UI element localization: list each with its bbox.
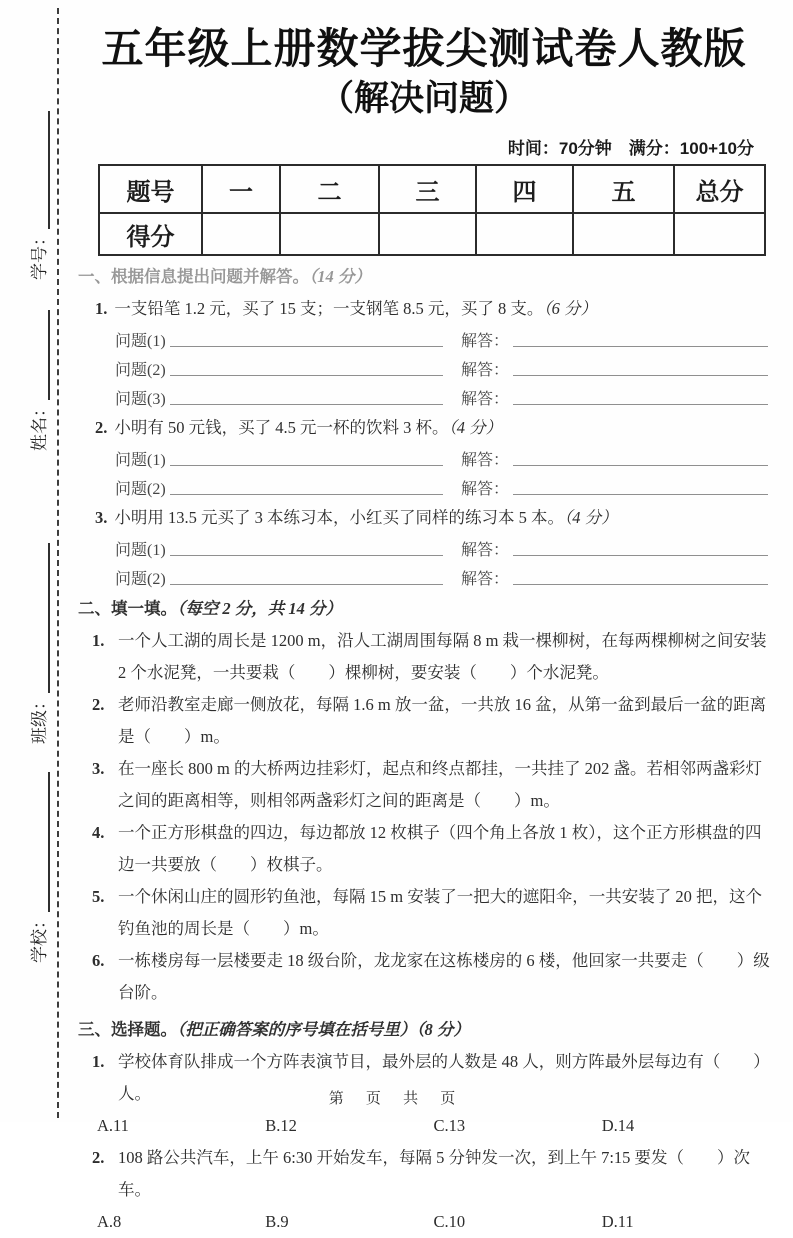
score-table-col-1: 一 xyxy=(202,165,280,213)
section2-score: （每空 2 分，共 14 分） xyxy=(177,599,342,619)
problem-1-text: 一支铅笔 1.2 元，买了 15 支；一支钢笔 8.5 元，买了 8 支。 xyxy=(114,299,544,319)
answer-label: 解答： xyxy=(461,452,510,470)
fill-item-2-number: 2. xyxy=(92,695,105,715)
score-table-col-2: 二 xyxy=(280,165,379,213)
page-title: 五年级上册数学拔尖测试卷人教版 xyxy=(101,25,747,72)
page-footer: 第 页 共 页 xyxy=(328,1090,465,1107)
question-label: 问题(2) xyxy=(115,481,166,499)
question-input-line[interactable] xyxy=(170,537,443,556)
student-id-field xyxy=(25,111,50,280)
answer-label: 解答： xyxy=(461,362,510,380)
answer-label: 解答： xyxy=(461,333,510,351)
problem-3-score: （4 分） xyxy=(564,508,618,528)
qa-row xyxy=(78,566,770,588)
fill-item-4-text: 一个正方形棋盘的四边，每边都放 12 枚棋子（四个角上各放 1 枚），这个正方形棋盘的四边一共要放（ ）枚棋子。 xyxy=(118,823,762,875)
problem-2-score: （4 分） xyxy=(448,418,503,438)
section1-score: （14 分） xyxy=(309,267,371,287)
question-input-line[interactable] xyxy=(170,566,443,585)
problem-1 xyxy=(78,297,770,321)
class-label: 班级： xyxy=(30,693,49,744)
answer-input-line[interactable] xyxy=(513,537,768,556)
school-input-line[interactable] xyxy=(44,772,50,912)
school-field xyxy=(25,772,50,963)
score-table-score-label: 得分 xyxy=(99,213,202,255)
answer-input-line[interactable] xyxy=(513,447,768,466)
fill-item-2-text: 老师沿教室走廊一侧放花，每隔 1.6 m 放一盆，一共放 16 盆，从第一盆到最后一盆的距离是（ ）m。 xyxy=(118,695,767,747)
problem-3-number: 3. xyxy=(95,508,108,528)
answer-label: 解答： xyxy=(461,481,510,499)
question-label: 问题(1) xyxy=(115,542,166,560)
fill-item-2 xyxy=(78,689,770,753)
fill-item-1-text: 一个人工湖的周长是 1200 m，沿人工湖周围每隔 8 m 栽一棵柳树，在每两棵柳树之间安装 2 个水泥凳，一共要栽（ ）棵柳树，要安装（ ）个水泥凳。 xyxy=(118,631,767,683)
problem-2-number: 2. xyxy=(95,418,108,438)
qa-row xyxy=(78,357,770,379)
qa-row xyxy=(78,328,770,350)
score-table-header-row xyxy=(99,165,765,213)
question-input-line[interactable] xyxy=(170,476,443,495)
fill-item-6-number: 6. xyxy=(92,951,105,971)
score-cell-4[interactable] xyxy=(476,213,573,255)
student-id-label: 学号： xyxy=(30,229,49,280)
seal-dashed-line xyxy=(57,8,59,1118)
section3-heading xyxy=(78,1018,770,1042)
score-table-question-label: 题号 xyxy=(99,165,202,213)
option-c: C.13 xyxy=(433,1116,466,1136)
name-input-line[interactable] xyxy=(44,310,50,400)
fill-item-3-text: 在一座长 800 m 的大桥两边挂彩灯，起点和终点都挂，一共挂了 202 盏。若相邻两盏彩灯之间的距离相等，则相邻两盏彩灯之间的距离是（ ）m。 xyxy=(118,759,762,811)
answer-label: 解答： xyxy=(461,571,510,589)
class-input-line[interactable] xyxy=(44,543,50,693)
choice-item-2 xyxy=(78,1142,770,1206)
answer-input-line[interactable] xyxy=(513,476,768,495)
student-id-input-line[interactable] xyxy=(44,111,50,229)
score-cell-2[interactable] xyxy=(280,213,379,255)
question-label: 问题(1) xyxy=(115,452,166,470)
question-input-line[interactable] xyxy=(170,386,443,405)
question-label: 问题(3) xyxy=(115,391,166,409)
section3-heading-text: 三、选择题。 xyxy=(78,1020,177,1040)
exam-info: 时间：70分钟 满分：100+10分 xyxy=(507,139,754,159)
page-subtitle: （解决问题） xyxy=(318,78,529,118)
problem-2-text: 小明有 50 元钱，买了 4.5 元一杯的饮料 3 杯。 xyxy=(114,418,449,438)
option-a: A.8 xyxy=(97,1212,122,1232)
section1-heading-text: 一、根据信息提出问题并解答。 xyxy=(78,267,309,287)
fill-item-5-text: 一个休闲山庄的圆形钓鱼池，每隔 15 m 安装了一把大的遮阳伞，一共安装了 20 把，这个钓鱼池的周长是（ ）m。 xyxy=(118,887,762,939)
main-content xyxy=(78,0,770,1238)
choice-item-1-number: 1. xyxy=(92,1052,105,1072)
problem-1-score: （6 分） xyxy=(543,299,597,319)
option-b: B.12 xyxy=(265,1116,297,1136)
answer-label: 解答： xyxy=(461,542,510,560)
answer-input-line[interactable] xyxy=(513,386,768,405)
answer-input-line[interactable] xyxy=(513,357,768,376)
score-table xyxy=(98,164,766,256)
score-table-col-total: 总分 xyxy=(674,165,765,213)
question-input-line[interactable] xyxy=(170,328,443,347)
choice-item-2-options xyxy=(78,1206,770,1238)
score-cell-total[interactable] xyxy=(674,213,765,255)
answer-input-line[interactable] xyxy=(513,566,768,585)
fill-item-3 xyxy=(78,753,770,817)
score-cell-5[interactable] xyxy=(573,213,674,255)
problem-3 xyxy=(78,506,770,530)
qa-row xyxy=(78,386,770,408)
qa-row xyxy=(78,537,770,559)
problem-2 xyxy=(78,416,770,440)
option-a: A.11 xyxy=(97,1116,129,1136)
fill-item-1-number: 1. xyxy=(92,631,105,651)
section1-heading xyxy=(78,265,770,289)
score-cell-3[interactable] xyxy=(379,213,476,255)
choice-item-1-text: 学校体育队排成一个方阵表演节目，最外层的人数是 48 人，则方阵最外层每边有（ ）人。 xyxy=(118,1052,770,1104)
question-label: 问题(2) xyxy=(115,362,166,380)
score-table-col-5: 五 xyxy=(573,165,674,213)
school-label: 学校： xyxy=(30,912,49,963)
section2-heading xyxy=(78,597,770,621)
choice-item-2-number: 2. xyxy=(92,1148,105,1168)
option-c: C.10 xyxy=(433,1212,466,1232)
option-d: D.11 xyxy=(601,1212,634,1232)
question-label: 问题(2) xyxy=(115,571,166,589)
qa-row xyxy=(78,447,770,469)
answer-label: 解答： xyxy=(461,391,510,409)
fill-item-5 xyxy=(78,881,770,945)
option-d: D.14 xyxy=(601,1116,635,1136)
answer-input-line[interactable] xyxy=(513,328,768,347)
choice-item-2-text: 108 路公共汽车，上午 6:30 开始发车，每隔 5 分钟发一次，到上午 7:15 要发（ ）次车。 xyxy=(118,1148,751,1200)
fill-item-1 xyxy=(78,625,770,689)
question-input-line[interactable] xyxy=(170,447,443,466)
score-cell-1[interactable] xyxy=(202,213,280,255)
fill-item-6 xyxy=(78,945,770,1009)
fill-item-5-number: 5. xyxy=(92,887,105,907)
class-field xyxy=(25,543,50,744)
fill-item-6-text: 一栋楼房每一层楼要走 18 级台阶，龙龙家在这栋楼房的 6 楼，他回家一共要走（ ）级台阶。 xyxy=(118,951,770,1003)
score-table-score-row xyxy=(99,213,765,255)
fill-item-4 xyxy=(78,817,770,881)
score-table-col-4: 四 xyxy=(476,165,573,213)
section3-score: （把正确答案的序号填在括号里）（8 分） xyxy=(177,1020,470,1040)
question-input-line[interactable] xyxy=(170,357,443,376)
name-label: 姓名： xyxy=(30,400,49,451)
section2-heading-text: 二、填一填。 xyxy=(78,599,177,619)
score-table-col-3: 三 xyxy=(379,165,476,213)
name-field xyxy=(25,310,50,451)
fill-item-3-number: 3. xyxy=(92,759,105,779)
option-b: B.9 xyxy=(265,1212,289,1232)
problem-3-text: 小明用 13.5 元买了 3 本练习本，小红买了同样的练习本 5 本。 xyxy=(114,508,564,528)
student-info-margin xyxy=(10,24,50,1088)
qa-row xyxy=(78,476,770,498)
question-label: 问题(1) xyxy=(115,333,166,351)
problem-1-number: 1. xyxy=(95,299,108,319)
choice-item-1-options xyxy=(78,1110,770,1142)
fill-item-4-number: 4. xyxy=(92,823,105,843)
